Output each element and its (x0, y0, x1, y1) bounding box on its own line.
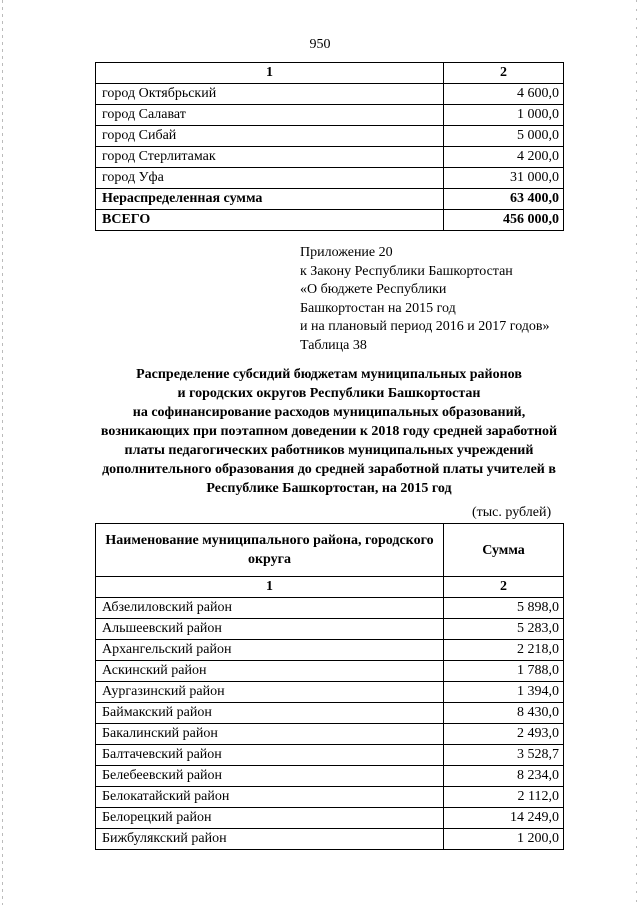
row-name: Белорецкий район (96, 808, 444, 829)
column-number-1: 1 (96, 63, 444, 84)
appendix-line: Приложение 20 (300, 245, 393, 260)
row-value: 5 898,0 (444, 598, 564, 619)
row-value: 2 112,0 (444, 787, 564, 808)
appendix-line: Таблица 38 (300, 337, 367, 353)
appendix-line: Башкортостан на 2015 год (300, 300, 456, 316)
appendix-reference (300, 244, 550, 355)
row-value: 3 528,7 (444, 745, 564, 766)
row-name: Бижбулякский район (96, 829, 444, 850)
row-name: Балтачевский район (96, 745, 444, 766)
table-row (96, 210, 564, 231)
row-value: 5 283,0 (444, 619, 564, 640)
row-name: Аскинский район (96, 661, 444, 682)
appendix-line: «О бюджете Республики (300, 282, 447, 297)
table-row (96, 619, 564, 640)
title-line: возникающих при поэтапном доведении к 2018 году средней заработной (100, 424, 558, 439)
table-row (96, 147, 564, 168)
title-line: Распределение субсидий бюджетам муниципальных районов (136, 367, 522, 382)
table-row (96, 168, 564, 189)
table-row (96, 703, 564, 724)
appendix-line: к Закону Республики Башкортостан (300, 263, 513, 279)
row-name: город Стерлитамак (96, 147, 444, 168)
table-row (96, 189, 564, 210)
column-number-2: 2 (444, 63, 564, 84)
unit-label: (тыс. рублей) (472, 505, 552, 520)
title-line: на софинансирование расходов муниципальных образований, (132, 405, 526, 420)
table-row (96, 724, 564, 745)
row-name: ВСЕГО (96, 210, 444, 231)
row-value: 1 000,0 (444, 105, 564, 126)
row-value: 1 788,0 (444, 661, 564, 682)
row-value: 63 400,0 (444, 189, 564, 210)
table-row (96, 808, 564, 829)
row-value: 5 000,0 (444, 126, 564, 147)
table-header-row (96, 524, 564, 577)
row-value: 1 394,0 (444, 682, 564, 703)
row-name: Бакалинский район (96, 724, 444, 745)
table-row (96, 766, 564, 787)
row-value: 2 218,0 (444, 640, 564, 661)
row-name: Белебеевский район (96, 766, 444, 787)
title-line: платы педагогических работников муниципальных учреждений (124, 443, 534, 458)
row-name: Баймакский район (96, 703, 444, 724)
row-value: 4 200,0 (444, 147, 564, 168)
scan-edge-right (636, 0, 637, 905)
row-name: город Сибай (96, 126, 444, 147)
row-name: город Салават (96, 105, 444, 126)
document-title (80, 365, 578, 498)
row-value: 8 430,0 (444, 703, 564, 724)
table-row (96, 598, 564, 619)
table-row (96, 745, 564, 766)
table-row (96, 640, 564, 661)
table-row (96, 682, 564, 703)
title-line: дополнительного образования до средней заработной платы учителей в (102, 462, 556, 477)
scan-edge-left (2, 0, 3, 905)
table-continued (95, 62, 564, 231)
title-line: Республике Башкортостан, на 2015 год (206, 481, 452, 496)
header-sum: Сумма (444, 524, 564, 577)
table-row (96, 829, 564, 850)
column-number-1: 1 (96, 577, 444, 598)
table-column-numbers (96, 577, 564, 598)
row-name: Белокатайский район (96, 787, 444, 808)
table-row (96, 126, 564, 147)
title-line: и городских округов Республики Башкортостан (177, 386, 481, 401)
row-name: город Октябрьский (96, 84, 444, 105)
row-value: 14 249,0 (444, 808, 564, 829)
column-number-2: 2 (444, 577, 564, 598)
table-row (96, 84, 564, 105)
table-row (96, 661, 564, 682)
row-name: Абзелиловский район (96, 598, 444, 619)
row-name: Аургазинский район (96, 682, 444, 703)
header-name: Наименование муниципального района, городского округа (96, 524, 444, 577)
row-value: 8 234,0 (444, 766, 564, 787)
row-name: город Уфа (96, 168, 444, 189)
row-name: Нераспределенная сумма (96, 189, 444, 210)
appendix-line: и на плановый период 2016 и 2017 годов» (300, 319, 550, 334)
row-name: Архангельский район (96, 640, 444, 661)
row-value: 4 600,0 (444, 84, 564, 105)
row-name: Альшеевский район (96, 619, 444, 640)
table-row (96, 787, 564, 808)
row-value: 1 200,0 (444, 829, 564, 850)
table-column-numbers (96, 63, 564, 84)
table-row (96, 105, 564, 126)
page-number: 950 (309, 37, 331, 52)
row-value: 456 000,0 (444, 210, 564, 231)
subsidy-table (95, 523, 564, 850)
row-value: 2 493,0 (444, 724, 564, 745)
row-value: 31 000,0 (444, 168, 564, 189)
